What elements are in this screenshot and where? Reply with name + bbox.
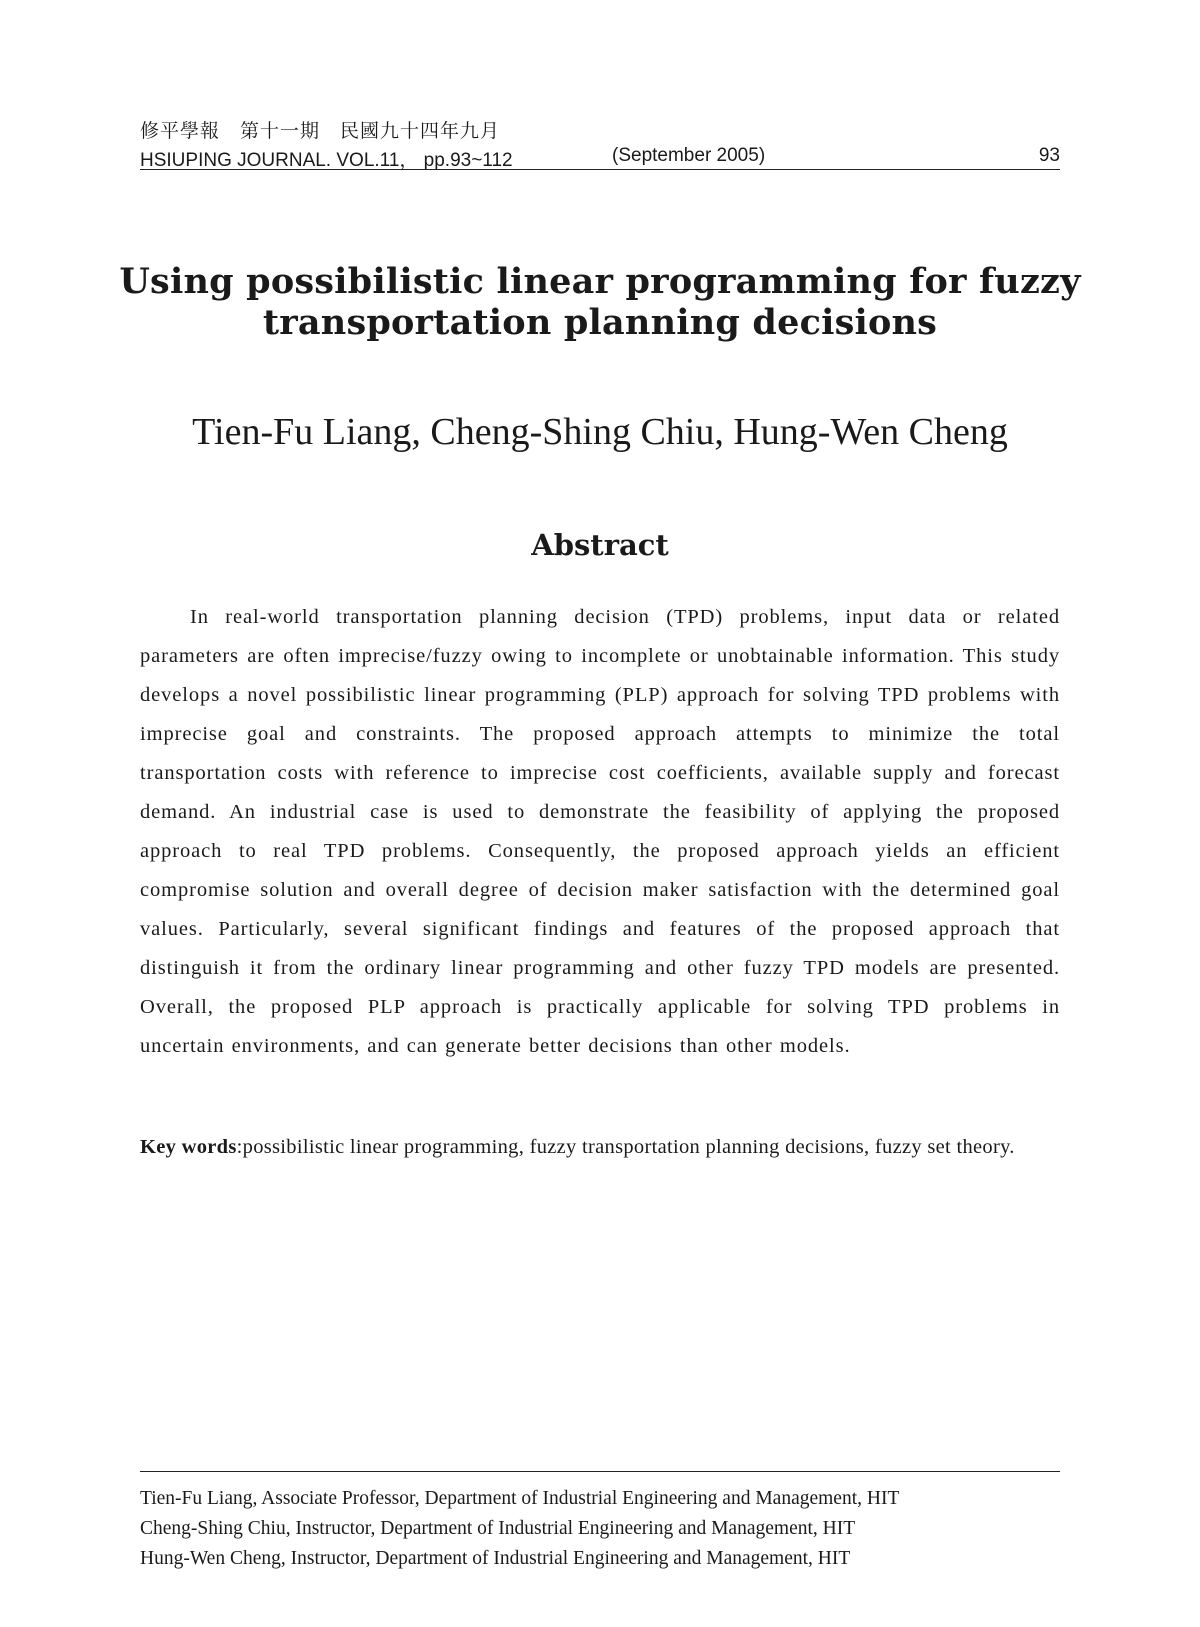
author-list: Tien-Fu Liang, Cheng-Shing Chiu, Hung-Wen Cheng	[192, 411, 1008, 453]
abstract-heading: Abstract	[531, 528, 669, 562]
footnote-divider	[140, 1471, 1060, 1472]
page-number: 93	[1038, 145, 1060, 166]
keywords-label: Key words	[140, 1136, 237, 1158]
affiliation-note: Cheng-Shing Chiu, Instructor, Department of Industrial Engineering and Management, HIT	[140, 1518, 856, 1539]
paper-title: Using possibilistic linear programming for fuzzy transportation planning decisions	[119, 261, 1081, 343]
journal-title-chinese: 修平學報 第十一期 民國九十四年九月	[140, 120, 501, 142]
affiliation-note: Tien-Fu Liang, Associate Professor, Department of Industrial Engineering and Management, HIT	[140, 1488, 900, 1509]
header-divider	[140, 169, 1060, 170]
publication-date: (September 2005)	[612, 145, 766, 166]
keywords-colon: :	[236, 1136, 243, 1158]
keywords	[140, 1126, 1060, 1168]
journal-volume-pages: HSIUPING JOURNAL. VOL.11， pp.93~112	[140, 150, 513, 171]
affiliation-note: Hung-Wen Cheng, Instructor, Department of Industrial Engineering and Management, HIT	[140, 1548, 851, 1569]
author-affiliations	[140, 1484, 1060, 1574]
abstract-body: In real-world transportation planning decision (TPD) problems, input data or related parameters are often imprecise/fuzzy owing to incomplete or unobtainable information. This study develops a novel possibilistic linear programming (PLP) approach for solving TPD problems with imprecise goal and constraints. The proposed approach attempts to minimize the total transportation costs with reference to imprecise cost coefficients, available supply and forecast demand. An industrial case is used to demonstrate the feasibility of applying the proposed approach to real TPD problems. Consequently, the proposed approach yields an efficient compromise solution and overall degree of decision maker satisfaction with the determined goal values. Particularly, several significant findings and features of the proposed approach that distinguish it from the ordinary linear programming and other fuzzy TPD models are presented. Overall, the proposed PLP approach is practically applicable for solving TPD problems in uncertain environments, and can generate better decisions than other models.	[140, 606, 1060, 1057]
keywords-text: possibilistic linear programming, fuzzy transportation planning decisions, fuzzy set theory.	[242, 1136, 1015, 1158]
running-header	[140, 145, 1060, 171]
